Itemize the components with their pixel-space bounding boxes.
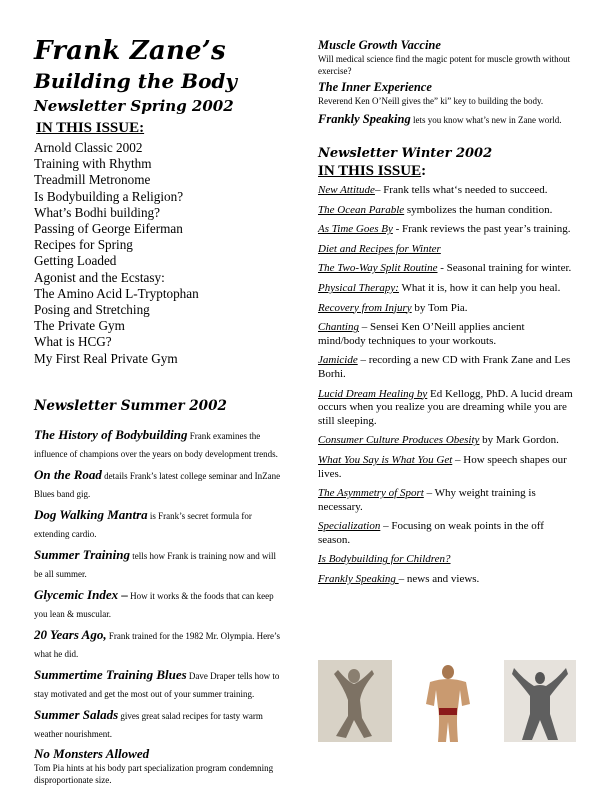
summer-item-desc: Frank trained for the 1982 Mr. Olympia. Here’s what he did.: [34, 630, 281, 659]
winter-item-desc: – How speech shapes our lives.: [318, 453, 567, 480]
summer-item-title: 20 Years Ago,: [34, 626, 107, 642]
summer-item-title: Summertime Training Blues: [34, 666, 187, 682]
winter-item-desc: symbolizes the human condition.: [404, 203, 553, 216]
bodybuilder-photo-2: [412, 660, 484, 742]
list-item: Is Bodybuilding a Religion?: [34, 188, 184, 204]
summer-item-title: Summer Training: [34, 546, 130, 562]
winter-item: [318, 243, 573, 257]
list-item: Getting Loaded: [34, 253, 117, 269]
winter-item: [318, 388, 573, 429]
summer-item: [34, 746, 282, 786]
summer-item-title: Dog Walking Mantra: [34, 506, 148, 522]
summer-item: [318, 110, 573, 128]
summer-item-title: No Monsters Allowed: [34, 745, 150, 761]
list-item: Arnold Classic 2002: [34, 140, 143, 155]
summer-item-title: Frankly Speaking: [318, 112, 411, 126]
list-item: What is HCG?: [34, 334, 112, 350]
winter-item-desc: - Seasonal training for winter.: [437, 262, 572, 275]
winter-item-title: As Time Goes By: [318, 223, 393, 236]
photo-strip: [318, 660, 588, 742]
list-item: Training with Rhythm: [34, 156, 152, 172]
winter-item: [318, 553, 573, 567]
list-item: Passing of George Eiferman: [34, 221, 183, 237]
left-column: [34, 36, 282, 790]
winter-item-title: The Asymmetry of Sport: [318, 487, 424, 500]
summer-item-desc: lets you know what’s new in Zane world.: [410, 115, 562, 125]
summer-item: [34, 546, 282, 582]
winter-item-title: Jamicide: [318, 354, 358, 367]
summer-item: [318, 80, 573, 107]
spring-issue-header: IN THIS ISSUE:: [36, 120, 145, 136]
summer-item-desc: details Frank’s latest college seminar and InZane Blues band gig.: [34, 470, 281, 499]
list-item: Treadmill Metronome: [34, 172, 151, 188]
winter-item: [318, 184, 573, 198]
winter-item-title: Recovery from Injury: [318, 301, 412, 314]
winter-item: [318, 282, 573, 296]
summer-item-desc: Reverend Ken O’Neill gives the” ki” key to building the body.: [318, 96, 544, 106]
winter-item-title: Is Bodybuilding for Children?: [318, 553, 451, 566]
winter-item: [318, 520, 573, 547]
summer-item-title: On the Road: [34, 466, 102, 482]
list-item: My First Real Private Gym: [34, 350, 178, 366]
winter-item-desc: by Tom Pia.: [411, 301, 468, 314]
winter-issue-header: [318, 163, 573, 180]
winter-item-desc: – Why weight training is necessary.: [318, 487, 536, 513]
list-item: What’s Bodhi building?: [34, 204, 161, 220]
winter-item: [318, 321, 573, 348]
summer-item: [34, 426, 282, 462]
summer-item-desc: Dave Draper tells how to stay motivated and get the most out of your summer training.: [34, 670, 280, 699]
masthead-title: Frank Zane’s: [34, 36, 226, 66]
summer-item: [34, 706, 282, 742]
winter-item-title: Specialization: [318, 520, 381, 533]
summer-item-desc: Will medical science find the magic potent for muscle growth without exercise?: [318, 54, 571, 76]
summer-item: [34, 506, 282, 542]
summer-title: Newsletter Summer 2002: [34, 397, 227, 414]
winter-item-title: Physical Therapy:: [318, 281, 399, 294]
winter-item-desc: Ed Kellogg, PhD. A lucid dream occurs when you realize you are dreaming while you are still sleeping.: [318, 387, 573, 427]
winter-issue-header-colon: :: [421, 163, 427, 179]
list-item: Recipes for Spring: [34, 237, 133, 253]
summer-item-title: Summer Salads: [34, 706, 119, 722]
winter-item-title: Chanting: [318, 321, 359, 334]
summer-item-title: Muscle Growth Vaccine: [318, 38, 441, 52]
summer-item-desc: How it works & the foods that can keep you lean & muscular.: [34, 590, 274, 619]
winter-title: Newsletter Winter 2002: [318, 146, 493, 161]
winter-item: [318, 204, 573, 218]
winter-item: [318, 487, 573, 514]
winter-item: [318, 573, 573, 587]
winter-item-desc: – recording a new CD with Frank Zane and Les Borhi.: [318, 354, 571, 380]
winter-item-title: Frankly Speaking: [318, 573, 399, 586]
winter-item-desc: by Mark Gordon.: [479, 434, 559, 447]
winter-item: [318, 302, 573, 316]
winter-item: [318, 354, 573, 381]
spring-issue-list: [34, 140, 282, 367]
winter-issue-header-text: IN THIS ISSUE: [318, 163, 422, 179]
summer-item: [34, 466, 282, 502]
list-item: Posing and Stretching: [34, 302, 150, 318]
winter-item-title: The Two-Way Split Routine: [318, 262, 438, 275]
bodybuilder-photo-1: [318, 660, 392, 742]
winter-item: [318, 223, 573, 237]
winter-item-desc: – Frank tells what‘s needed to succeed.: [374, 184, 548, 196]
winter-item: [318, 454, 573, 481]
summer-item: [318, 38, 573, 77]
winter-item-desc: What it is, how it can help you heal.: [398, 281, 561, 294]
summer-item: [34, 666, 282, 702]
winter-item-title: Lucid Dream Healing by: [318, 387, 428, 400]
winter-item-title: Consumer Culture Produces Obesity: [318, 434, 480, 447]
summer-item-desc: tells how Frank is training now and will be all summer.: [34, 550, 276, 579]
list-item: The Private Gym: [34, 318, 125, 334]
winter-item-title: What You Say is What You Get: [318, 453, 453, 466]
summer-item-title: The Inner Experience: [318, 80, 432, 94]
right-column: [318, 38, 573, 593]
winter-item-title: The Ocean Parable: [318, 203, 405, 216]
summer-item-title: Glycemic Index –: [34, 586, 128, 602]
summer-item-desc: Tom Pia hints at his body part specialization program condemning disproportionate size.: [34, 762, 274, 785]
list-item: Agonist and the Ecstasy:: [34, 269, 165, 285]
winter-item-desc: – Sensei Ken O’Neill applies ancient mind/body techniques to your workouts.: [318, 321, 525, 347]
list-item: The Amino Acid L-Tryptophan: [34, 285, 199, 301]
summer-item-desc: is Frank’s secret formula for extending cardio.: [34, 510, 252, 539]
winter-item-title: Diet and Recipes for Winter: [318, 242, 441, 255]
winter-item: [318, 262, 573, 276]
winter-item: [318, 434, 573, 448]
summer-item-desc: Frank examines the influence of champions over the years on body development trends.: [34, 430, 278, 459]
winter-item-desc: – Focusing on weak points in the off season.: [318, 520, 544, 546]
summer-item: [34, 586, 282, 622]
summer-item-title: The History of Bodybuilding: [34, 426, 188, 442]
masthead-edition: Newsletter Spring 2002: [34, 97, 234, 115]
summer-item-desc: gives great salad recipes for tasty warm weather nourishment.: [34, 710, 263, 739]
summer-item: [34, 626, 282, 662]
bodybuilder-photo-3: [504, 660, 576, 742]
winter-item-title: New Attitude: [318, 184, 375, 196]
winter-item-desc: - Frank reviews the past year’s training.: [392, 223, 571, 236]
masthead-subtitle: Building the Body: [34, 69, 238, 93]
winter-item-desc: – news and views.: [398, 573, 480, 586]
